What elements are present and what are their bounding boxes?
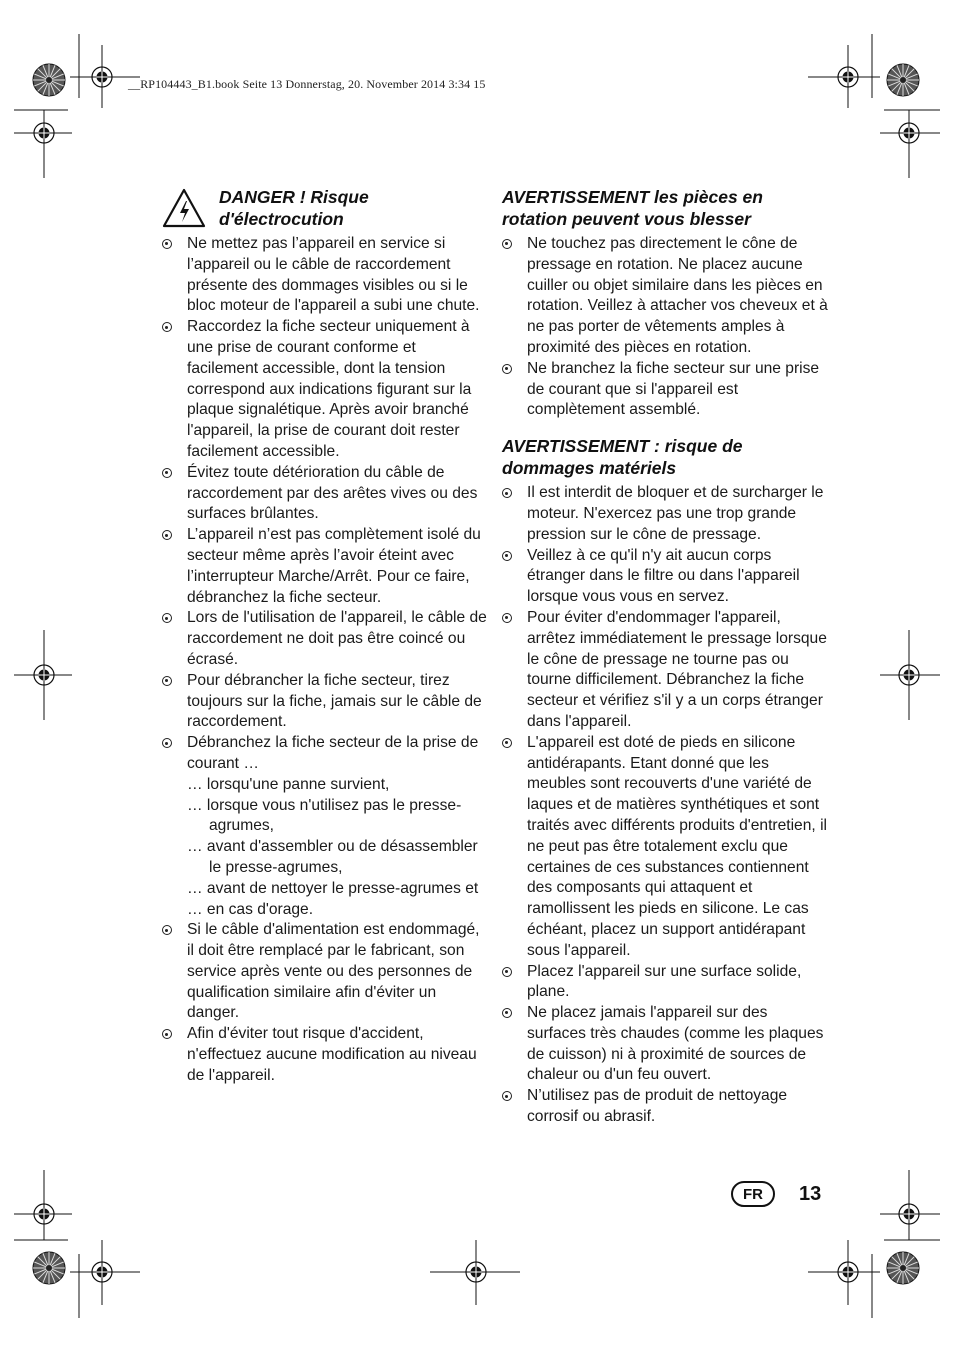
- rotation-warning-list: [502, 234, 828, 421]
- language-badge: FR: [731, 1181, 775, 1207]
- circle-dot-bullet-icon: [162, 1029, 172, 1039]
- list-item: Si le câble d'alimentation est endommagé, il doit être remplacé par le fabricant, son service après vente ou des personnes de qualification similaire afin d'éviter un danger.: [162, 920, 488, 1024]
- circle-dot-bullet-icon: [502, 1091, 512, 1101]
- list-item: Évitez toute détérioration du câble de raccordement par des arêtes vives ou des surfaces brûlantes.: [162, 463, 488, 525]
- circle-dot-bullet-icon: [162, 676, 172, 686]
- circle-dot-bullet-icon: [502, 738, 512, 748]
- electric-shock-warning-icon: [162, 188, 206, 228]
- list-item: Placez l'appareil sur une surface solide, plane.: [502, 962, 828, 1004]
- list-item: L'appareil est doté de pieds en silicone antidérapants. Etant donné que les meubles sont recouverts d'une variété de laques et de matières synthétiques et sont traités avec différents produits d'entretien, il ne peut pas être totalement exclu que certaines de ces substances contiennent des composants qui attaquent et ramollissent les pieds en silicone. Le cas échéant, placez un support antidérapant sous l'appareil.: [502, 733, 828, 962]
- list-item: Il est interdit de bloquer et de surcharger le moteur. N'exercez pas une trop grande pression sur le cône de pressage.: [502, 483, 828, 545]
- danger-heading: DANGER ! Risque d'électrocution: [219, 187, 369, 229]
- print-header: __RP104443_B1.book Seite 13 Donnerstag, 20. November 2014 3:34 15: [128, 77, 486, 91]
- circle-dot-bullet-icon: [502, 239, 512, 249]
- list-item: Ne placez jamais l'appareil sur des surfaces très chaudes (comme les plaques de cuisson) ni à proximité de sources de chaleur ou d'un feu ouvert.: [502, 1003, 828, 1086]
- circle-dot-bullet-icon: [502, 488, 512, 498]
- left-column: [162, 186, 488, 1087]
- damage-warning-list: [502, 483, 828, 1128]
- circle-dot-bullet-icon: [162, 322, 172, 332]
- rotation-warning-heading: AVERTISSEMENT les pièces en rotation peuvent vous blesser: [502, 187, 763, 229]
- list-item: Veillez à ce qu'il n'y ait aucun corps étranger dans le filtre ou dans l'appareil lorsque vous vous en servez.: [502, 546, 828, 608]
- circle-dot-bullet-icon: [162, 613, 172, 623]
- circle-dot-bullet-icon: [502, 1008, 512, 1018]
- circle-dot-bullet-icon: [162, 738, 172, 748]
- page-number: 13: [799, 1182, 822, 1205]
- list-item: Ne mettez pas l’appareil en service si l’appareil ou le câble de raccordement présente des dommages visibles ou si le bloc moteur de l'appareil a subi une chute.: [162, 234, 488, 317]
- sub-list: [187, 775, 488, 921]
- circle-dot-bullet-icon: [162, 468, 172, 478]
- sub-list-item: … avant d'assembler ou de désassembler le presse-agrumes,: [187, 838, 478, 876]
- circle-dot-bullet-icon: [502, 364, 512, 374]
- list-item: Pour débrancher la fiche secteur, tirez toujours sur la fiche, jamais sur le câble de raccordement.: [162, 671, 488, 733]
- list-item: Débranchez la fiche secteur de la prise de courant … … lorsqu'une panne survient, … lorsque vous n'utilisez pas le presse-agrumes, … avant d'assembler ou de désassembler le presse-agrumes, … avant de nettoyer le presse-agrumes et … en cas d'orage.: [162, 733, 488, 920]
- list-item: N’utilisez pas de produit de nettoyage corrosif ou abrasif.: [502, 1086, 828, 1128]
- danger-list: [162, 234, 488, 1087]
- right-column: [502, 186, 828, 1128]
- circle-dot-bullet-icon: [502, 613, 512, 623]
- circle-dot-bullet-icon: [162, 925, 172, 935]
- list-item: Lors de l'utilisation de l'appareil, le câble de raccordement ne doit pas être coincé ou écrasé.: [162, 608, 488, 670]
- danger-heading-block: [162, 186, 488, 230]
- sub-list-item: … lorsque vous n'utilisez pas le presse-agrumes,: [187, 796, 462, 835]
- list-item: Raccordez la fiche secteur uniquement à une prise de courant conforme et facilement accessible, dont la tension correspond aux indications figurant sur la plaque signalétique. Après avoir branché l'appareil, la prise de courant doit rester facilement accessible.: [162, 317, 488, 463]
- list-item: L’appareil n’est pas complètement isolé du secteur même après l’avoir éteint avec l’interrupteur Marche/Arrêt. Pour ce faire, débranchez la fiche secteur.: [162, 525, 488, 608]
- circle-dot-bullet-icon: [162, 239, 172, 249]
- sub-list-item: … en cas d'orage.: [187, 900, 314, 918]
- sub-list-item: … avant de nettoyer le presse-agrumes et: [187, 879, 479, 897]
- page-footer: [731, 1181, 821, 1207]
- sub-list-item: … lorsqu'une panne survient,: [187, 775, 390, 793]
- list-item: Pour éviter d'endommager l'appareil, arrêtez immédiatement le pressage lorsque le cône de pressage ne tourne pas ou tourne difficilement. Débranchez la fiche secteur et vérifiez s'il y a un corps étranger dans l'appareil.: [502, 608, 828, 733]
- list-item: Afin d'éviter tout risque d'accident, n'effectuez aucune modification au niveau de l'appareil.: [162, 1024, 488, 1086]
- circle-dot-bullet-icon: [162, 530, 172, 540]
- list-item: Ne touchez pas directement le cône de pressage en rotation. Ne placez aucune cuiller ou objet similaire dans les pièces en rotation. Veillez à attacher vos cheveux et à ne pas porter de vêtements amples à proximité des pièces en rotation.: [502, 234, 828, 359]
- circle-dot-bullet-icon: [502, 551, 512, 561]
- damage-warning-heading: AVERTISSEMENT : risque de dommages matériels: [502, 436, 743, 479]
- circle-dot-bullet-icon: [502, 967, 512, 977]
- list-item: Ne branchez la fiche secteur sur une prise de courant que si l'appareil est complètement assemblé.: [502, 359, 828, 421]
